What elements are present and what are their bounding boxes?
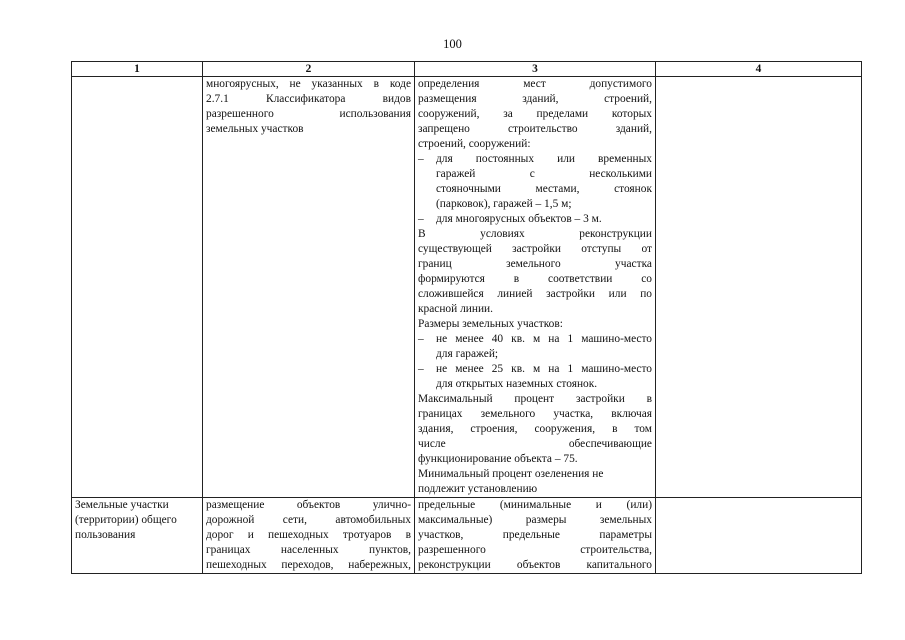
text-line: сооружений, за пределами которых (418, 108, 652, 120)
row1-col2-cell (203, 77, 415, 498)
list-item (418, 212, 652, 227)
text-line: дорожной сети, автомобильных (206, 514, 411, 526)
text-line: для постоянных или временных (436, 153, 652, 165)
text-line: стояночными местами, стоянок (436, 183, 652, 195)
text-line: реконструкции объектов капитального (418, 559, 652, 571)
text-line: запрещено строительство зданий, (418, 123, 652, 135)
page-number: 100 (443, 37, 462, 51)
text-line: формируются в соответствии со (418, 273, 652, 285)
text-line: земельных участков (206, 123, 304, 135)
text-line: (парковок), гаражей – 1,5 м; (436, 198, 572, 210)
text-line: строений, сооружений: (418, 138, 531, 150)
text-line: существующей застройки отступы от (418, 243, 652, 255)
text-line: (территории) общего (75, 514, 177, 526)
text-line: для гаражей; (436, 348, 499, 360)
text-line: функционирование объекта – 75. (418, 453, 578, 465)
row2-col1-cell (72, 498, 203, 574)
header-col-2: 2 (203, 62, 415, 77)
text-line: гаражей с несколькими (436, 168, 652, 180)
text-line: для открытых наземных стоянок. (436, 378, 598, 390)
text-line: Земельные участки (75, 499, 169, 511)
row1-col1-cell (72, 77, 203, 498)
regulations-table (71, 61, 862, 574)
text-line: дорог и пешеходных тротуаров в (206, 529, 411, 541)
cell-text-clip (206, 498, 411, 573)
text-line: пешеходных переходов, набережных, (206, 559, 411, 571)
text-line: разрешенного использования (206, 108, 411, 120)
table-row (72, 77, 862, 498)
list-item (418, 332, 652, 362)
text-line: границ земельного участка (418, 258, 652, 270)
text-line: для многоярусных объектов – 3 м. (436, 213, 602, 225)
text-line: разрешенного строительства, (418, 544, 652, 556)
header-col-1: 1 (72, 62, 203, 77)
text-line: не менее 25 кв. м на 1 машино-место (436, 363, 652, 375)
text-line: участков, предельные параметры (418, 529, 652, 541)
text-line: максимальные) размеры земельных (418, 514, 652, 526)
text-line: предельные (минимальные и (или) (418, 499, 652, 511)
header-col-3: 3 (415, 62, 656, 77)
text-line: Минимальный процент озеленения не (418, 468, 604, 480)
header-col-4: 4 (656, 62, 862, 77)
sizes-heading: Размеры земельных участков: (418, 318, 563, 330)
text-line: сложившейся линией застройки или по (418, 288, 652, 300)
row2-col4-cell (656, 498, 862, 574)
text-line: числе обеспечивающие (418, 438, 652, 450)
table-header-row (72, 62, 862, 77)
text-line: подлежит установлению (418, 483, 538, 495)
bullet-dash: – (418, 333, 424, 345)
text-line: В условиях реконструкции (418, 228, 652, 240)
table-row (72, 498, 862, 574)
text-line: здания, строения, сооружения, в том (418, 423, 652, 435)
row2-col3-cell (415, 498, 656, 574)
row1-col3-cell (415, 77, 656, 498)
text-line: пользования (75, 529, 136, 541)
list-item (418, 362, 652, 392)
text-line: Максимальный процент застройки в (418, 393, 652, 405)
list-item (418, 152, 652, 212)
text-line: 2.7.1 Классификатора видов (206, 93, 411, 105)
text-line: красной линии. (418, 303, 493, 315)
text-line: многоярусных, не указанных в коде (206, 78, 411, 90)
text-line: не менее 40 кв. м на 1 машино-место (436, 333, 652, 345)
bullet-dash: – (418, 153, 424, 165)
text-line: размещение объектов улично- (206, 499, 411, 511)
text-line: определения мест допустимого (418, 78, 652, 90)
row2-col2-cell (203, 498, 415, 574)
text-line: границах населенных пунктов, (206, 544, 411, 556)
cell-text-clip (418, 498, 652, 573)
bullet-dash: – (418, 213, 424, 225)
text-line: границах земельного участка, включая (418, 408, 652, 420)
bullet-dash: – (418, 363, 424, 375)
text-line: размещения зданий, строений, (418, 93, 652, 105)
row1-col4-cell (656, 77, 862, 498)
